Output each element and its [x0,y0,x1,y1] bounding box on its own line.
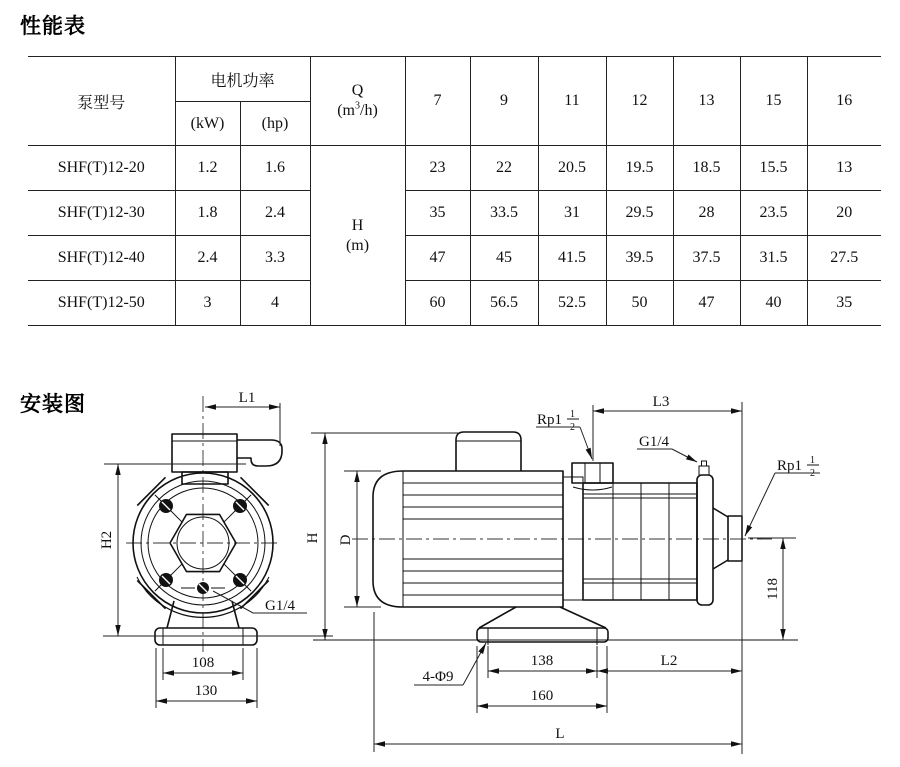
head-cell: 20.5 [538,146,606,191]
flow-value-header: 13 [673,57,740,146]
dim-l: L [555,726,565,742]
head-cell: 35 [807,281,881,326]
head-cell: 23 [405,146,470,191]
head-cell: 28 [673,191,740,236]
head-cell: 31 [538,191,606,236]
callout-g14-side [637,434,697,462]
head-cell: 18.5 [673,146,740,191]
head-cell: 52.5 [538,281,606,326]
dim-d: D [338,534,354,546]
flow-value-header: 7 [405,57,470,146]
dim-118: 118 [765,578,781,600]
rp-label: Rp1 [537,412,563,428]
rp-frac-num: 1 [810,455,815,466]
h-unit: (m) [345,236,370,254]
pump-model-cell: SHF(T)12-20 [28,146,175,191]
dim-holes: 4-Φ9 [422,669,454,685]
head-cell: 60 [405,281,470,326]
head-cell: 56.5 [470,281,538,326]
hp-cell: 3.3 [240,236,310,281]
dim-g14-side: G1/4 [639,434,669,450]
head-cell: 19.5 [606,146,673,191]
head-cell: 27.5 [807,236,881,281]
head-cell: 33.5 [470,191,538,236]
column-header-motor-power: 电机功率 [175,57,310,102]
column-header-hp: (hp) [240,102,310,146]
rp-frac-den: 2 [570,422,575,433]
dim-l2: L2 [660,653,678,669]
kw-cell: 2.4 [175,236,240,281]
dim-l1: L1 [238,390,256,406]
head-cell: 47 [405,236,470,281]
kw-cell: 3 [175,281,240,326]
head-cell: 47 [673,281,740,326]
head-cell: 20 [807,191,881,236]
head-cell: 39.5 [606,236,673,281]
head-cell: 45 [470,236,538,281]
pump-side-view-drawing [313,432,798,645]
dim-138: 138 [530,653,554,669]
head-cell: 31.5 [740,236,807,281]
head-cell: 23.5 [740,191,807,236]
rp-frac-den: 2 [810,468,815,479]
pump-front-view-drawing [126,396,282,652]
flow-value-header: 12 [606,57,673,146]
pump-model-cell: SHF(T)12-40 [28,236,175,281]
pump-model-cell: SHF(T)12-50 [28,281,175,326]
head-cell: 41.5 [538,236,606,281]
q-unit: $(m^3/h)$ [337,100,378,119]
head-cell: 40 [740,281,807,326]
head-cell: 37.5 [673,236,740,281]
dim-h: H [305,532,321,544]
column-header-flow [310,57,405,146]
q-label: Q [351,82,364,99]
head-cell: 13 [807,146,881,191]
flow-value-header: 9 [470,57,538,146]
dim-108: 108 [191,655,215,671]
callout-mounting-holes [414,643,486,685]
kw-cell: 1.8 [175,191,240,236]
hp-cell: 2.4 [240,191,310,236]
column-header-pump-model: 泵型号 [28,57,175,146]
head-unit-cell [310,146,405,326]
dim-g14-front: G1/4 [265,598,295,614]
head-cell: 22 [470,146,538,191]
head-cell: 35 [405,191,470,236]
head-cell: 50 [606,281,673,326]
dim-160: 160 [530,688,554,704]
dim-h2: H2 [99,530,115,550]
rp-frac-num: 1 [570,409,575,420]
head-cell: 29.5 [606,191,673,236]
head-cell: 15.5 [740,146,807,191]
installation-diagram-title: 安装图 [20,393,86,416]
callout-rp112-outlet [745,455,820,536]
callout-rp112-inlet [536,409,592,459]
hp-cell: 4 [240,281,310,326]
front-view-dimensions [99,390,333,708]
flow-value-header: 11 [538,57,606,146]
pump-model-cell: SHF(T)12-30 [28,191,175,236]
installation-diagram [0,385,900,767]
performance-table [28,56,881,326]
rp-label: Rp1 [777,458,803,474]
flow-value-header: 15 [740,57,807,146]
column-header-kw: (kW) [175,102,240,146]
dim-130: 130 [194,683,218,699]
h-label: H [351,216,364,234]
performance-table-title: 性能表 [20,15,86,38]
flow-value-header: 16 [807,57,881,146]
kw-cell: 1.2 [175,146,240,191]
dim-l3: L3 [652,394,670,410]
hp-cell: 1.6 [240,146,310,191]
